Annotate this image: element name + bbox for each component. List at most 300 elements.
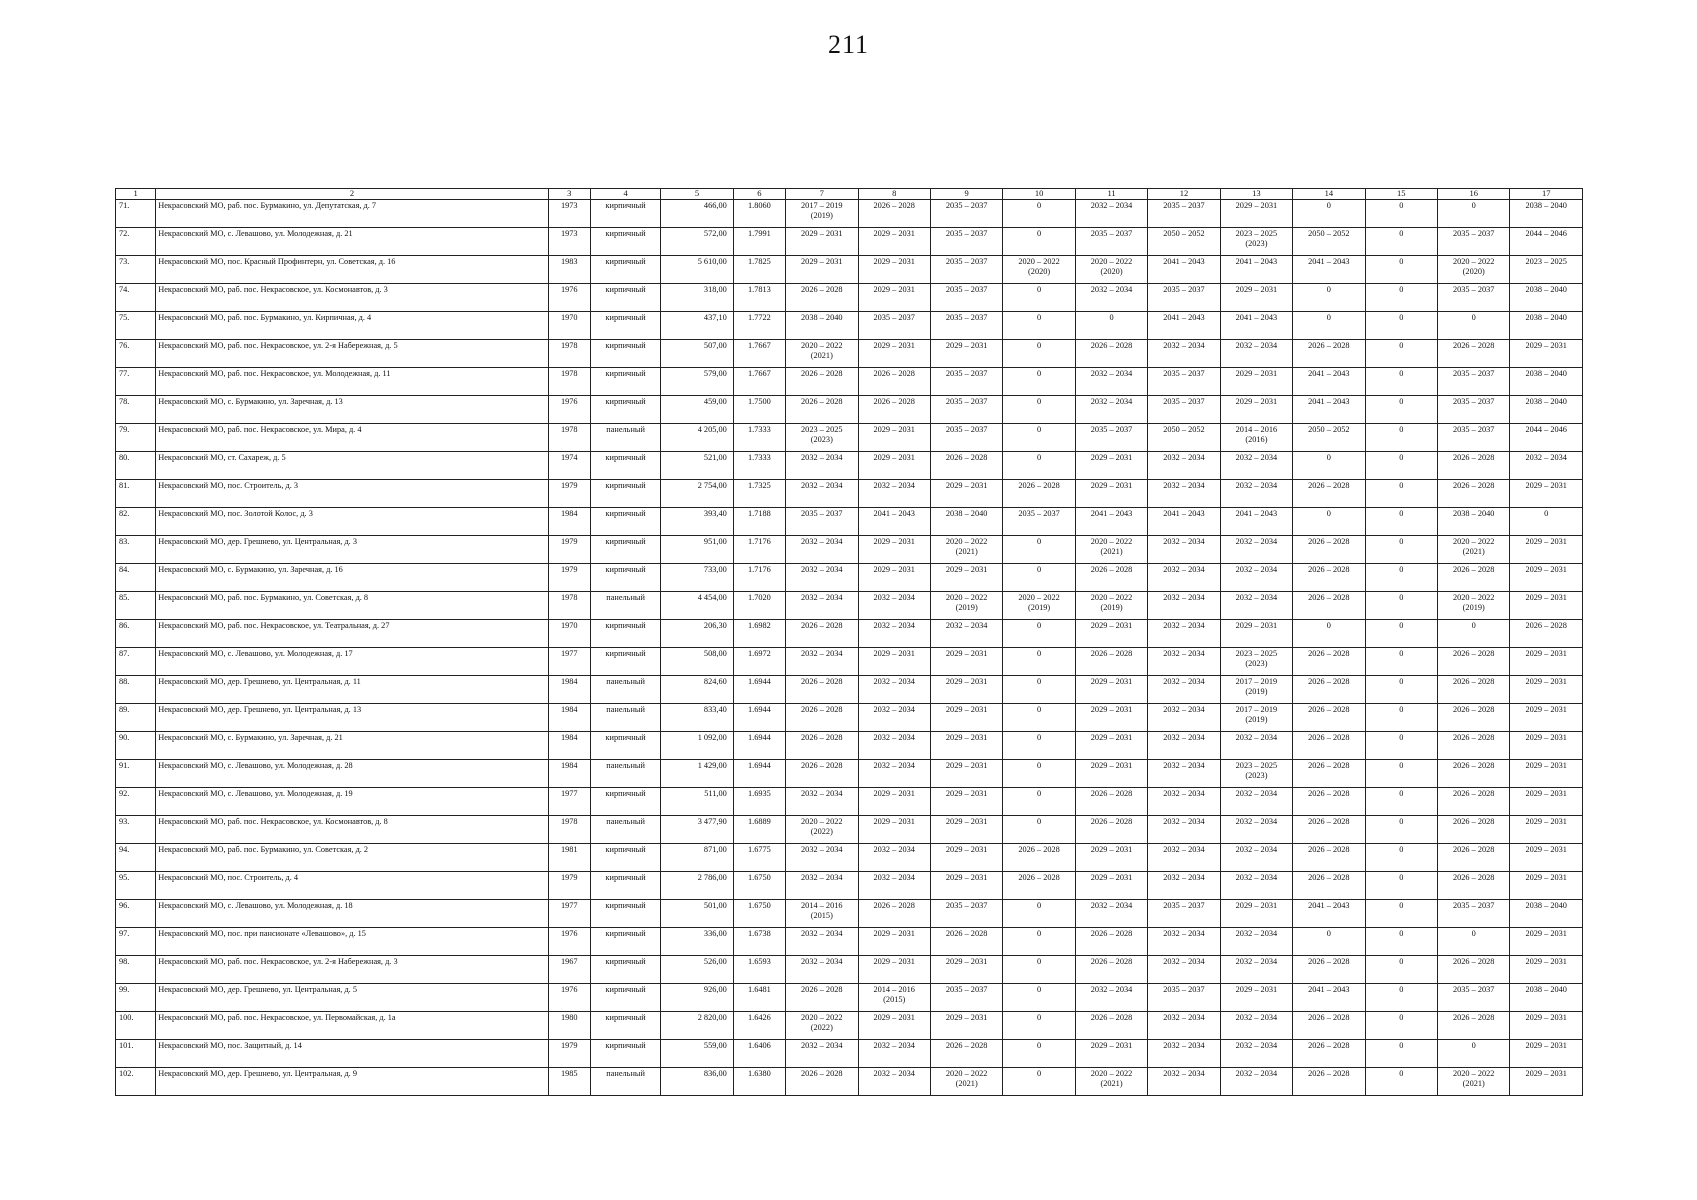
period-col-10: 0 (1003, 284, 1075, 312)
period-col-16: 2026 – 2028 (1438, 816, 1510, 844)
period-col-14: 2026 – 2028 (1293, 676, 1365, 704)
period-col-17: 2029 – 2031 (1510, 928, 1583, 956)
period-col-13: 2032 – 2034 (1220, 592, 1292, 620)
row-number: 93. (116, 816, 156, 844)
actual-year: (2021) (955, 546, 978, 556)
period-col-14: 2026 – 2028 (1293, 704, 1365, 732)
period-col-8: 2029 – 2031 (858, 452, 930, 480)
actual-year: (2019) (1462, 602, 1485, 612)
total-area: 1 429,00 (661, 760, 733, 788)
period-col-17: 2038 – 2040 (1510, 312, 1583, 340)
total-area: 336,00 (661, 928, 733, 956)
period-col-12: 2032 – 2034 (1148, 1040, 1220, 1068)
address: Некрасовский МО, раб. пос. Некрасовское, ул. 2-я Набережная, д. 3 (156, 956, 548, 984)
row-number: 90. (116, 732, 156, 760)
year-built: 1977 (548, 788, 590, 816)
table-row (116, 536, 1583, 564)
actual-year: (2021) (810, 350, 833, 360)
period-col-17: 2029 – 2031 (1510, 844, 1583, 872)
period-col-14: 2026 – 2028 (1293, 592, 1365, 620)
actual-year: (2015) (883, 994, 906, 1004)
period-col-12: 2032 – 2034 (1148, 340, 1220, 368)
period-col-15: 0 (1365, 508, 1437, 536)
address: Некрасовский МО, раб. пос. Бурмакино, ул. Советская, д. 8 (156, 592, 548, 620)
period-col-8: 2029 – 2031 (858, 928, 930, 956)
column-header-3: 3 (548, 189, 590, 200)
period-col-8: 2032 – 2034 (858, 592, 930, 620)
row-number: 96. (116, 900, 156, 928)
period-col-16: 0 (1438, 1040, 1510, 1068)
year-built: 1981 (548, 844, 590, 872)
period-col-16: 2035 – 2037 (1438, 900, 1510, 928)
period-col-14: 2026 – 2028 (1293, 480, 1365, 508)
period-col-16: 2026 – 2028 (1438, 844, 1510, 872)
table-row (116, 200, 1583, 228)
period-col-8: 2026 – 2028 (858, 200, 930, 228)
total-area: 507,00 (661, 340, 733, 368)
period-col-8: 2032 – 2034 (858, 872, 930, 900)
year-built: 1973 (548, 200, 590, 228)
period-col-9: 2029 – 2031 (930, 872, 1002, 900)
period-col-16: 2026 – 2028 (1438, 872, 1510, 900)
wall-material: кирпичный (590, 844, 660, 872)
total-area: 926,00 (661, 984, 733, 1012)
period-col-13: 2032 – 2034 (1220, 480, 1292, 508)
period-col-7: 2026 – 2028 (786, 704, 858, 732)
period-col-15: 0 (1365, 648, 1437, 676)
period-col-17: 2029 – 2031 (1510, 648, 1583, 676)
period-range: 2017 – 2019 (801, 201, 843, 210)
actual-year: (2023) (1245, 770, 1268, 780)
period-col-14: 2041 – 2043 (1293, 256, 1365, 284)
period-col-9: 2026 – 2028 (930, 928, 1002, 956)
table-row (116, 760, 1583, 788)
total-area: 526,00 (661, 956, 733, 984)
wall-material: кирпичный (590, 788, 660, 816)
total-area: 559,00 (661, 1040, 733, 1068)
period-col-14: 2041 – 2043 (1293, 900, 1365, 928)
period-col-16: 0 (1438, 928, 1510, 956)
period-col-8: 2029 – 2031 (858, 788, 930, 816)
row-number: 83. (116, 536, 156, 564)
period-col-12: 2035 – 2037 (1148, 396, 1220, 424)
period-col-12: 2032 – 2034 (1148, 704, 1220, 732)
period-col-15: 0 (1365, 676, 1437, 704)
index: 1.7825 (733, 256, 785, 284)
period-col-14: 2026 – 2028 (1293, 1040, 1365, 1068)
column-header-9: 9 (930, 189, 1002, 200)
table-row (116, 284, 1583, 312)
period-col-14: 2026 – 2028 (1293, 760, 1365, 788)
column-header-13: 13 (1220, 189, 1292, 200)
table-row (116, 256, 1583, 284)
period-col-12: 2032 – 2034 (1148, 760, 1220, 788)
actual-year: (2020) (1462, 266, 1485, 276)
period-col-13: 2041 – 2043 (1220, 508, 1292, 536)
address: Некрасовский МО, с. Бурмакино, ул. Заречная, д. 21 (156, 732, 548, 760)
period-col-7: 2032 – 2034 (786, 872, 858, 900)
period-col-15: 0 (1365, 900, 1437, 928)
period-range: 2023 – 2025 (1235, 229, 1278, 238)
period-col-14: 2026 – 2028 (1293, 732, 1365, 760)
row-number: 102. (116, 1068, 156, 1096)
row-number: 74. (116, 284, 156, 312)
wall-material: кирпичный (590, 1040, 660, 1068)
row-number: 77. (116, 368, 156, 396)
period-col-13: 2032 – 2034 (1220, 452, 1292, 480)
period-col-9: 2035 – 2037 (930, 284, 1002, 312)
period-col-17: 2029 – 2031 (1510, 732, 1583, 760)
total-area: 501,00 (661, 900, 733, 928)
period-col-15: 0 (1365, 844, 1437, 872)
period-col-10: 0 (1003, 760, 1075, 788)
period-col-11: 2029 – 2031 (1075, 480, 1147, 508)
wall-material: панельный (590, 816, 660, 844)
total-area: 1 092,00 (661, 732, 733, 760)
period-col-9: 2029 – 2031 (930, 564, 1002, 592)
period-col-15: 0 (1365, 284, 1437, 312)
period-col-7 (786, 900, 858, 928)
period-col-8: 2029 – 2031 (858, 340, 930, 368)
period-col-10: 0 (1003, 536, 1075, 564)
total-area: 871,00 (661, 844, 733, 872)
wall-material: кирпичный (590, 452, 660, 480)
address: Некрасовский МО, ст. Сахареж, д. 5 (156, 452, 548, 480)
table-row (116, 788, 1583, 816)
period-col-12: 2050 – 2052 (1148, 228, 1220, 256)
actual-year: (2020) (1028, 266, 1051, 276)
actual-year: (2023) (810, 434, 833, 444)
year-built: 1984 (548, 508, 590, 536)
total-area: 951,00 (661, 536, 733, 564)
period-col-7: 2026 – 2028 (786, 732, 858, 760)
period-col-14: 2026 – 2028 (1293, 340, 1365, 368)
period-col-13 (1220, 424, 1292, 452)
period-col-11: 2026 – 2028 (1075, 564, 1147, 592)
period-col-10: 0 (1003, 732, 1075, 760)
period-col-13: 2032 – 2034 (1220, 956, 1292, 984)
index: 1.6738 (733, 928, 785, 956)
year-built: 1984 (548, 676, 590, 704)
address: Некрасовский МО, пос. Строитель, д. 3 (156, 480, 548, 508)
period-range: 2020 – 2022 (945, 537, 988, 546)
wall-material: кирпичный (590, 536, 660, 564)
table-row (116, 1012, 1583, 1040)
total-area: 3 477,90 (661, 816, 733, 844)
period-col-15: 0 (1365, 312, 1437, 340)
period-col-8: 2029 – 2031 (858, 284, 930, 312)
period-col-7: 2026 – 2028 (786, 760, 858, 788)
period-col-9: 2029 – 2031 (930, 956, 1002, 984)
period-col-8: 2032 – 2034 (858, 1068, 930, 1096)
period-col-12: 2035 – 2037 (1148, 200, 1220, 228)
row-number: 95. (116, 872, 156, 900)
period-col-12: 2041 – 2043 (1148, 312, 1220, 340)
period-col-8: 2032 – 2034 (858, 620, 930, 648)
period-col-8: 2029 – 2031 (858, 424, 930, 452)
period-col-11: 2026 – 2028 (1075, 648, 1147, 676)
table-row (116, 732, 1583, 760)
period-col-11: 2029 – 2031 (1075, 872, 1147, 900)
address: Некрасовский МО, с. Бурмакино, ул. Заречная, д. 13 (156, 396, 548, 424)
period-col-13: 2029 – 2031 (1220, 620, 1292, 648)
period-col-12: 2032 – 2034 (1148, 788, 1220, 816)
wall-material: панельный (590, 704, 660, 732)
period-col-13 (1220, 676, 1292, 704)
table-row (116, 564, 1583, 592)
period-range: 2023 – 2025 (1235, 649, 1278, 658)
period-col-13: 2032 – 2034 (1220, 340, 1292, 368)
address: Некрасовский МО, раб. пос. Некрасовское, ул. 2-я Набережная, д. 5 (156, 340, 548, 368)
year-built: 1976 (548, 396, 590, 424)
period-col-10: 0 (1003, 564, 1075, 592)
total-area: 437,10 (661, 312, 733, 340)
table-row (116, 312, 1583, 340)
period-col-14: 2026 – 2028 (1293, 648, 1365, 676)
total-area: 521,00 (661, 452, 733, 480)
period-col-15: 0 (1365, 368, 1437, 396)
period-col-16: 2035 – 2037 (1438, 228, 1510, 256)
period-col-11: 2029 – 2031 (1075, 1040, 1147, 1068)
actual-year: (2019) (1100, 602, 1123, 612)
period-col-14: 2026 – 2028 (1293, 956, 1365, 984)
index: 1.6944 (733, 732, 785, 760)
period-col-9: 2026 – 2028 (930, 452, 1002, 480)
period-col-9: 2035 – 2037 (930, 424, 1002, 452)
period-range: 2020 – 2022 (1090, 537, 1133, 546)
period-col-14: 2026 – 2028 (1293, 872, 1365, 900)
period-col-14: 2041 – 2043 (1293, 396, 1365, 424)
period-col-9: 2035 – 2037 (930, 900, 1002, 928)
period-col-12: 2035 – 2037 (1148, 984, 1220, 1012)
period-col-14: 2026 – 2028 (1293, 816, 1365, 844)
index: 1.7176 (733, 536, 785, 564)
index: 1.7667 (733, 368, 785, 396)
year-built: 1978 (548, 816, 590, 844)
wall-material: панельный (590, 760, 660, 788)
year-built: 1977 (548, 648, 590, 676)
index: 1.8060 (733, 200, 785, 228)
period-col-14: 2026 – 2028 (1293, 788, 1365, 816)
period-col-14: 2026 – 2028 (1293, 1012, 1365, 1040)
period-range: 2020 – 2022 (1452, 593, 1495, 602)
period-col-11: 0 (1075, 312, 1147, 340)
year-built: 1978 (548, 368, 590, 396)
period-col-10: 0 (1003, 620, 1075, 648)
period-col-13: 2032 – 2034 (1220, 928, 1292, 956)
total-area: 5 610,00 (661, 256, 733, 284)
wall-material: кирпичный (590, 956, 660, 984)
period-col-14: 2050 – 2052 (1293, 424, 1365, 452)
period-col-15: 0 (1365, 200, 1437, 228)
table-row (116, 368, 1583, 396)
address: Некрасовский МО, дер. Грешнево, ул. Центральная, д. 11 (156, 676, 548, 704)
period-col-11: 2032 – 2034 (1075, 984, 1147, 1012)
period-col-17: 2029 – 2031 (1510, 564, 1583, 592)
period-col-9: 2029 – 2031 (930, 1012, 1002, 1040)
period-col-16: 2026 – 2028 (1438, 564, 1510, 592)
table-row (116, 340, 1583, 368)
actual-year: (2019) (1028, 602, 1051, 612)
total-area: 833,40 (661, 704, 733, 732)
total-area: 2 820,00 (661, 1012, 733, 1040)
period-col-12: 2032 – 2034 (1148, 928, 1220, 956)
period-col-15: 0 (1365, 984, 1437, 1012)
year-built: 1974 (548, 452, 590, 480)
year-built: 1976 (548, 984, 590, 1012)
period-col-8: 2032 – 2034 (858, 480, 930, 508)
period-col-9: 2032 – 2034 (930, 620, 1002, 648)
table-row (116, 984, 1583, 1012)
address: Некрасовский МО, с. Левашово, ул. Молодежная, д. 28 (156, 760, 548, 788)
period-col-12: 2032 – 2034 (1148, 732, 1220, 760)
period-col-15: 0 (1365, 340, 1437, 368)
actual-year: (2021) (1100, 1078, 1123, 1088)
period-col-7: 2026 – 2028 (786, 368, 858, 396)
period-col-17: 2029 – 2031 (1510, 1040, 1583, 1068)
page-number: 211 (827, 30, 870, 59)
period-col-16: 2026 – 2028 (1438, 732, 1510, 760)
wall-material: кирпичный (590, 396, 660, 424)
period-range: 2020 – 2022 (1090, 257, 1133, 266)
period-col-13: 2032 – 2034 (1220, 872, 1292, 900)
period-range: 2014 – 2016 (873, 985, 915, 994)
period-col-15: 0 (1365, 424, 1437, 452)
actual-year: (2021) (1100, 546, 1123, 556)
period-col-10: 0 (1003, 676, 1075, 704)
period-col-11: 2032 – 2034 (1075, 284, 1147, 312)
period-col-14: 2026 – 2028 (1293, 536, 1365, 564)
index: 1.6775 (733, 844, 785, 872)
period-col-12: 2041 – 2043 (1148, 508, 1220, 536)
table-row (116, 872, 1583, 900)
period-col-10: 2035 – 2037 (1003, 508, 1075, 536)
index: 1.6750 (733, 900, 785, 928)
period-col-12: 2032 – 2034 (1148, 816, 1220, 844)
column-number-header-row (116, 189, 1583, 200)
column-header-17: 17 (1510, 189, 1583, 200)
address: Некрасовский МО, дер. Грешнево, ул. Центральная, д. 3 (156, 536, 548, 564)
period-col-10: 0 (1003, 648, 1075, 676)
period-col-17: 2029 – 2031 (1510, 788, 1583, 816)
period-col-9: 2029 – 2031 (930, 676, 1002, 704)
index: 1.7667 (733, 340, 785, 368)
period-col-9: 2035 – 2037 (930, 396, 1002, 424)
year-built: 1977 (548, 900, 590, 928)
period-col-16 (1438, 592, 1510, 620)
table-body (116, 200, 1583, 1096)
period-col-10: 0 (1003, 424, 1075, 452)
period-col-8: 2026 – 2028 (858, 396, 930, 424)
period-col-17: 2026 – 2028 (1510, 620, 1583, 648)
period-col-14: 2026 – 2028 (1293, 844, 1365, 872)
period-col-11: 2035 – 2037 (1075, 424, 1147, 452)
year-built: 1970 (548, 312, 590, 340)
year-built: 1984 (548, 704, 590, 732)
period-col-10: 0 (1003, 788, 1075, 816)
total-area: 2 754,00 (661, 480, 733, 508)
address: Некрасовский МО, раб. пос. Бурмакино, ул. Советская, д. 2 (156, 844, 548, 872)
row-number: 97. (116, 928, 156, 956)
period-col-9: 2029 – 2031 (930, 704, 1002, 732)
period-col-16: 2026 – 2028 (1438, 480, 1510, 508)
period-col-7: 2032 – 2034 (786, 452, 858, 480)
period-col-15: 0 (1365, 928, 1437, 956)
row-number: 86. (116, 620, 156, 648)
period-col-9: 2029 – 2031 (930, 732, 1002, 760)
period-col-13 (1220, 760, 1292, 788)
period-col-8: 2032 – 2034 (858, 844, 930, 872)
period-col-16: 2026 – 2028 (1438, 676, 1510, 704)
period-col-12: 2041 – 2043 (1148, 256, 1220, 284)
period-col-10: 0 (1003, 956, 1075, 984)
address: Некрасовский МО, дер. Грешнево, ул. Центральная, д. 13 (156, 704, 548, 732)
period-col-17: 2029 – 2031 (1510, 592, 1583, 620)
period-col-8: 2026 – 2028 (858, 368, 930, 396)
period-col-8: 2032 – 2034 (858, 732, 930, 760)
address: Некрасовский МО, дер. Грешнево, ул. Центральная, д. 9 (156, 1068, 548, 1096)
period-col-17: 2029 – 2031 (1510, 480, 1583, 508)
period-col-11: 2026 – 2028 (1075, 788, 1147, 816)
period-col-8 (858, 984, 930, 1012)
period-col-13: 2032 – 2034 (1220, 844, 1292, 872)
period-col-17: 2038 – 2040 (1510, 396, 1583, 424)
index: 1.6972 (733, 648, 785, 676)
table-row (116, 704, 1583, 732)
row-number: 81. (116, 480, 156, 508)
period-col-7: 2029 – 2031 (786, 256, 858, 284)
period-col-15: 0 (1365, 396, 1437, 424)
period-col-8: 2029 – 2031 (858, 564, 930, 592)
period-col-15: 0 (1365, 228, 1437, 256)
index: 1.6481 (733, 984, 785, 1012)
actual-year: (2019) (955, 602, 978, 612)
period-col-11: 2032 – 2034 (1075, 200, 1147, 228)
period-col-16 (1438, 536, 1510, 564)
period-col-9: 2029 – 2031 (930, 760, 1002, 788)
period-col-13: 2029 – 2031 (1220, 900, 1292, 928)
period-col-9: 2029 – 2031 (930, 480, 1002, 508)
repair-schedule-table (115, 188, 1583, 1096)
period-col-17: 2038 – 2040 (1510, 200, 1583, 228)
period-col-12: 2050 – 2052 (1148, 424, 1220, 452)
period-col-7 (786, 816, 858, 844)
period-col-11: 2029 – 2031 (1075, 452, 1147, 480)
period-col-8: 2041 – 2043 (858, 508, 930, 536)
period-col-11: 2029 – 2031 (1075, 704, 1147, 732)
row-number: 79. (116, 424, 156, 452)
year-built: 1970 (548, 620, 590, 648)
index: 1.7722 (733, 312, 785, 340)
column-header-1: 1 (116, 189, 156, 200)
actual-year: (2019) (810, 210, 833, 220)
total-area: 206,30 (661, 620, 733, 648)
period-col-7: 2026 – 2028 (786, 620, 858, 648)
period-range: 2020 – 2022 (1452, 1069, 1495, 1078)
period-col-13 (1220, 648, 1292, 676)
table-row (116, 928, 1583, 956)
address: Некрасовский МО, с. Левашово, ул. Молодежная, д. 18 (156, 900, 548, 928)
period-col-11: 2029 – 2031 (1075, 844, 1147, 872)
period-col-17: 2029 – 2031 (1510, 956, 1583, 984)
wall-material: кирпичный (590, 928, 660, 956)
year-built: 1976 (548, 284, 590, 312)
period-col-12: 2032 – 2034 (1148, 872, 1220, 900)
index: 1.7333 (733, 452, 785, 480)
repair-schedule-table-container (115, 188, 1583, 1096)
address: Некрасовский МО, с. Левашово, ул. Молодежная, д. 17 (156, 648, 548, 676)
period-col-8: 2029 – 2031 (858, 956, 930, 984)
